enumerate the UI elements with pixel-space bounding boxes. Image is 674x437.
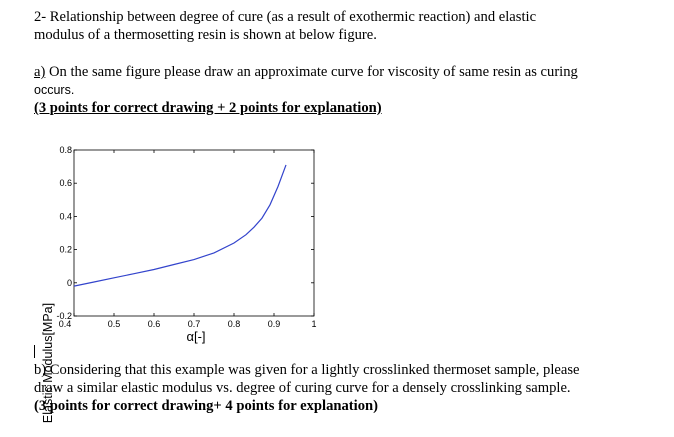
y-tick-label: 0: [66, 277, 72, 288]
plot-area-frame: [74, 150, 314, 316]
part-a-text-line1: On the same figure please draw an approximate curve for viscosity of same resin as curing: [45, 64, 578, 80]
text-cursor: [34, 345, 35, 358]
part-a-text-line2: occurs.: [34, 83, 75, 97]
y-tick-label: 0.4: [59, 211, 72, 222]
x-tick-label: 0.5: [107, 319, 121, 329]
y-tick-label: 0.6: [59, 178, 72, 189]
elastic-modulus-curve: [74, 165, 286, 286]
x-tick-label: 0.7: [187, 319, 201, 329]
axis-ticks: [74, 150, 314, 316]
x-axis-label: α[-]: [186, 329, 206, 344]
question-title-line1: 2- Relationship between degree of cure (as a result of exothermic reaction) and elastic: [34, 9, 537, 25]
y-tick-label: 0.8: [59, 145, 72, 155]
x-tick-labels: [59, 319, 317, 329]
part-a-marker: a): [34, 64, 46, 80]
x-tick-label: 0.9: [267, 319, 281, 329]
x-tick-label: 1: [311, 319, 317, 329]
part-b-question: [34, 361, 580, 397]
part-b-points: (3 points for correct drawing+ 4 points for explanation): [34, 398, 378, 414]
y-tick-label: 0.2: [59, 244, 72, 255]
part-b-text-line2: draw a similar elastic modulus vs. degree of curing curve for a densely crosslinking sample.: [34, 380, 571, 396]
x-tick-label: 0.8: [227, 319, 241, 329]
part-b-text-line1: b) Considering that this example was given for a lightly crosslinked thermoset sample, please: [34, 362, 580, 378]
x-tick-label: 0.4: [58, 319, 72, 329]
question-title-line2: modulus of a thermosetting resin is shown at below figure.: [34, 27, 377, 43]
y-axis-label: Elastic Modulus[MPa]: [41, 302, 55, 424]
question-title: [34, 8, 536, 44]
y-tick-label: -0.2: [56, 311, 72, 321]
part-a-points: (3 points for correct drawing + 2 points for explanation): [34, 100, 382, 116]
y-tick-labels: [56, 145, 72, 321]
part-a-question: [34, 63, 578, 81]
x-tick-label: 0.6: [147, 319, 161, 329]
